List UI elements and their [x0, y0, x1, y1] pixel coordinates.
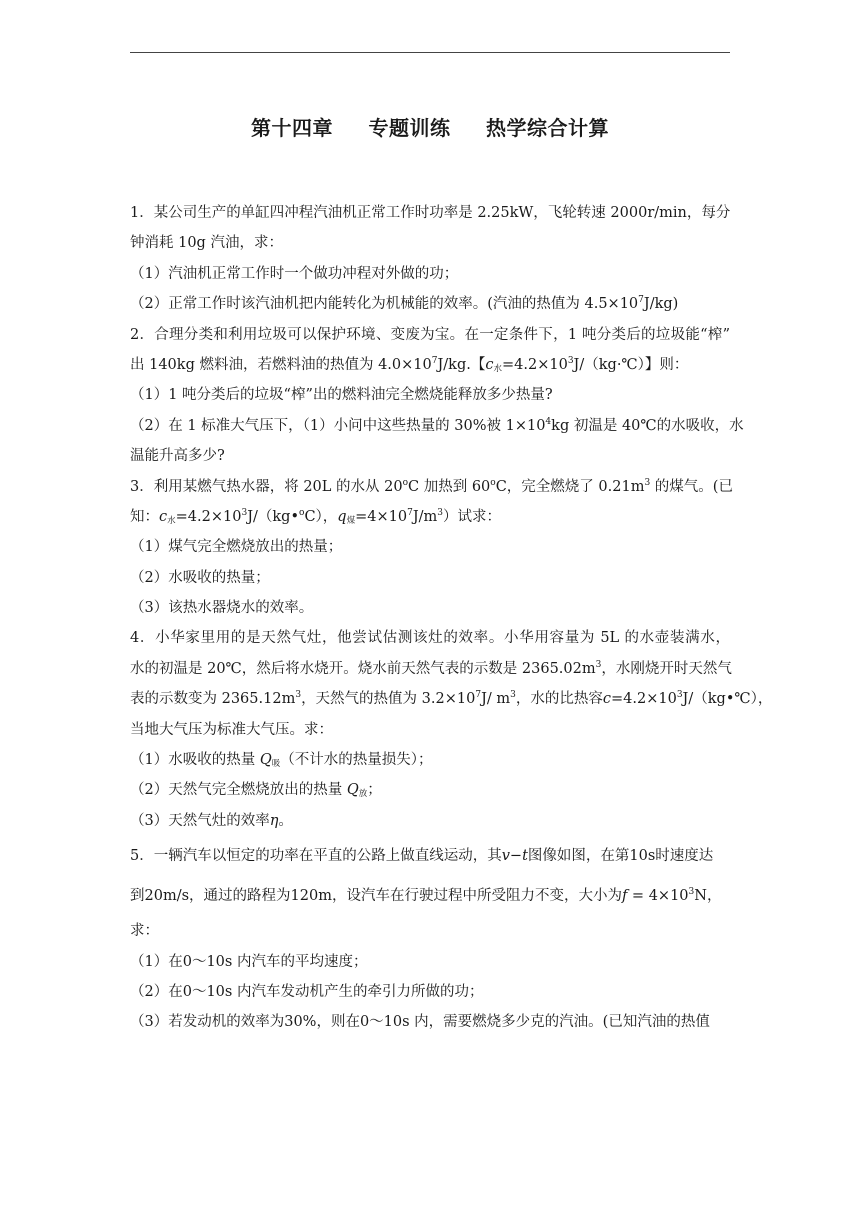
q1-line-2: 钟消耗 10g 汽油，求：: [130, 235, 283, 252]
q4-line-6: （2）天然气完全燃烧放出的热量 $Q_放$；: [130, 782, 382, 800]
q2-line-1: 2．合理分类和利用垃圾可以保护环境、变废为宝。在一定条件下，1 吨分类后的垃圾能“榨”: [130, 326, 730, 343]
q5-line-1: 5．一辆汽车以恒定的功率在平直的公路上做直线运动，其v−t图像如图，在第10s时速度达: [130, 848, 714, 865]
question-3: [130, 472, 733, 624]
q5-line-6: （3）若发动机的效率为30%，则在0～10s 内，需要燃烧多少克的汽油。(已知汽油的热值: [130, 1014, 710, 1031]
question-2: [130, 320, 744, 472]
q1-line-3: （1）汽油机正常工作时一个做功冲程对外做的功；: [130, 265, 459, 282]
q2-line-3: （1）1 吨分类后的垃圾“榨”出的燃料油完全燃烧能释放多少热量?: [130, 387, 553, 404]
q3-line-4: （2）水吸收的热量；: [130, 569, 270, 586]
q4-line-2: 水的初温是 20℃，然后将水烧开。烧水前天然气表的示数是 $2365.02m^3$，水刚烧开时天然气: [130, 660, 732, 677]
q3-line-3: （1）煤气完全燃烧放出的热量；: [130, 539, 343, 556]
q4-line-3: 表的示数变为 $2365.12m^3$，天然气的热值为 $3.2\times 10^7J/$ $m^3$，水的比热容$c=4.2\times 10^3J/(kg•℃)$，: [130, 690, 773, 708]
q4-line-4: 当地大气压为标准大气压。求：: [130, 721, 333, 738]
question-1: [130, 198, 730, 320]
q1-line-1: 1．某公司生产的单缸四冲程汽油机正常工作时功率是 2.25kW，飞轮转速 2000r/min，每分: [130, 205, 731, 221]
q4-line-5: （1）水吸收的热量 $Q_吸$（不计水的热量损失）；: [130, 752, 433, 770]
q2-line-4: （2）在 1 标准大气压下，（1）小问中这些热量的 30%被 $1\times 10^4kg$ 初温是 40℃的水吸收，水: [130, 416, 744, 434]
q5-line-3: 求：: [130, 923, 159, 940]
q2-line-5: 温能升高多少?: [130, 448, 225, 465]
q3-line-5: （3）该热水器烧水的效率。: [130, 600, 314, 617]
q1-line-4: （2）正常工作时该汽油机把内能转化为机械能的效率。(汽油的热值为 $4.5\times 10^7J/kg$): [130, 295, 679, 313]
q2-line-2: 出 140kg 燃料油，若燃料油的热值为 $4.0\times 10^7J/kg$.【$c_水=4.2\times 10^3J/(kg\cdot℃)$】则：: [130, 356, 689, 374]
q3-line-1: 3．利用某燃气热水器，将 20L 的水从 20$^o$C 加热到 60$^o$C，完全燃烧了 $0.21m^3$ 的煤气。(已: [130, 477, 733, 495]
q5-line-5: （2）在0～10s 内汽车发动机产生的牵引力所做的功；: [130, 983, 484, 1000]
q5-line-2: 到20m/s，通过的路程为120m，设汽车在行驶过程中所受阻力不变，大小为$f = 4\times 10^3N$，: [130, 887, 722, 905]
title-chapter: 第十四章: [251, 116, 334, 140]
title-subject: 热学综合计算: [485, 116, 609, 140]
q3-line-2: 知：$c_水=4.2\times 10^3J/(kg•^oC)$，$q_煤=4\times 10^7J/m^3$）试求：: [130, 508, 502, 526]
title-topic: 专题训练: [368, 116, 451, 140]
q4-line-1: 4．小华家里用的是天然气灶，他尝试估测该灶的效率。小华用容量为 5L 的水壶装满水，: [130, 630, 730, 647]
question-5: [130, 836, 730, 1038]
header-rule: [130, 52, 730, 53]
q4-line-7: （3）天然气灶的效率η。: [130, 812, 293, 829]
question-4: [130, 623, 773, 836]
question-list: [130, 198, 773, 1038]
page-title: [0, 112, 860, 141]
q5-line-4: （1）在0～10s 内汽车的平均速度；: [130, 953, 368, 970]
